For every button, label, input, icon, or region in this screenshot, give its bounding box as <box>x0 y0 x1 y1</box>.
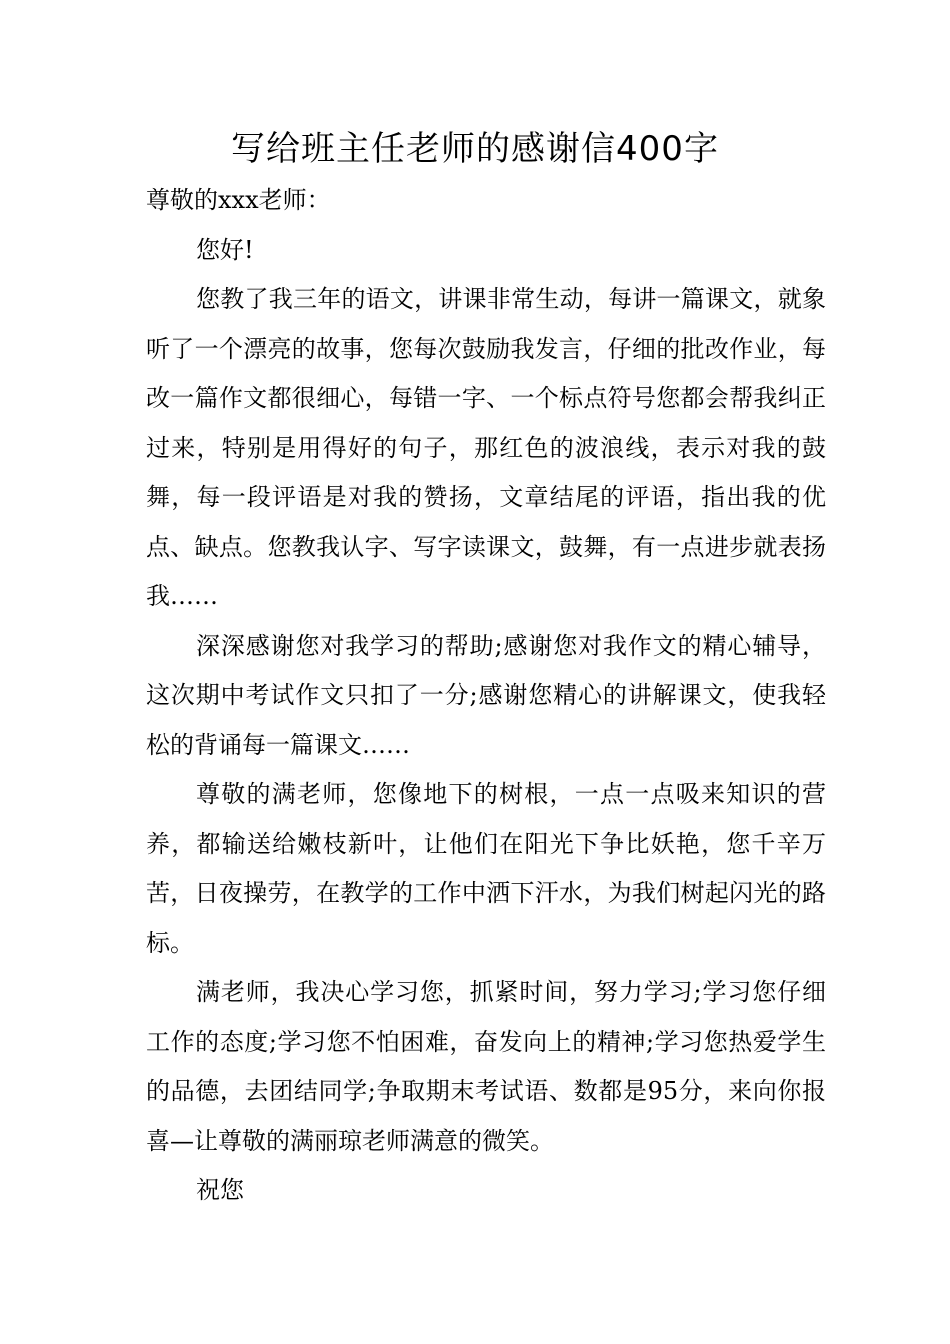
letter-paragraph-3: 尊敬的满老师，您像地下的树根，一点一点吸来知识的营养，都输送给嫩枝新叶，让他们在阳光下争比妖艳，您千辛万苦，日夜操劳，在教学的工作中洒下汗水，为我们树起闪光的路标。 <box>146 780 826 957</box>
letter-greeting: 您好! <box>196 235 254 264</box>
letter-paragraph-2: 深深感谢您对我学习的帮助;感谢您对我作文的精心辅导，这次期中考试作文只扣了一分;感谢您精心的讲解课文，使我轻松的背诵每一篇课文…… <box>146 631 826 759</box>
letter-paragraph-1: 您教了我三年的语文，讲课非常生动，每讲一篇课文，就象听了一个漂亮的故事，您每次鼓励我发言，仔细的批改作业，每改一篇作文都很细心，每错一字、一个标点符号您都会帮我纠正过来，特别是用得好的句子，那红色的波浪线，表示对我的鼓舞，每一段评语是对我的赞扬，文章结尾的评语，指出我的优点、缺点。您教我认字、写字读课文，鼓舞，有一点进步就表扬我…… <box>146 285 826 610</box>
letter-paragraph-4: 满老师，我决心学习您，抓紧时间，努力学习;学习您仔细工作的态度;学习您不怕困难，奋发向上的精神;学习您热爱学生的品德，去团结同学;争取期末考试语、数都是95分，来向你报喜—让尊敬的满丽琼老师满意的微笑。 <box>146 978 826 1155</box>
letter-closing: 祝您 <box>196 1176 244 1204</box>
document-title: 写给班主任老师的感谢信400字 <box>231 129 719 169</box>
letter-body <box>146 176 826 1216</box>
letter-salutation: 尊敬的xxx老师： <box>146 186 331 214</box>
